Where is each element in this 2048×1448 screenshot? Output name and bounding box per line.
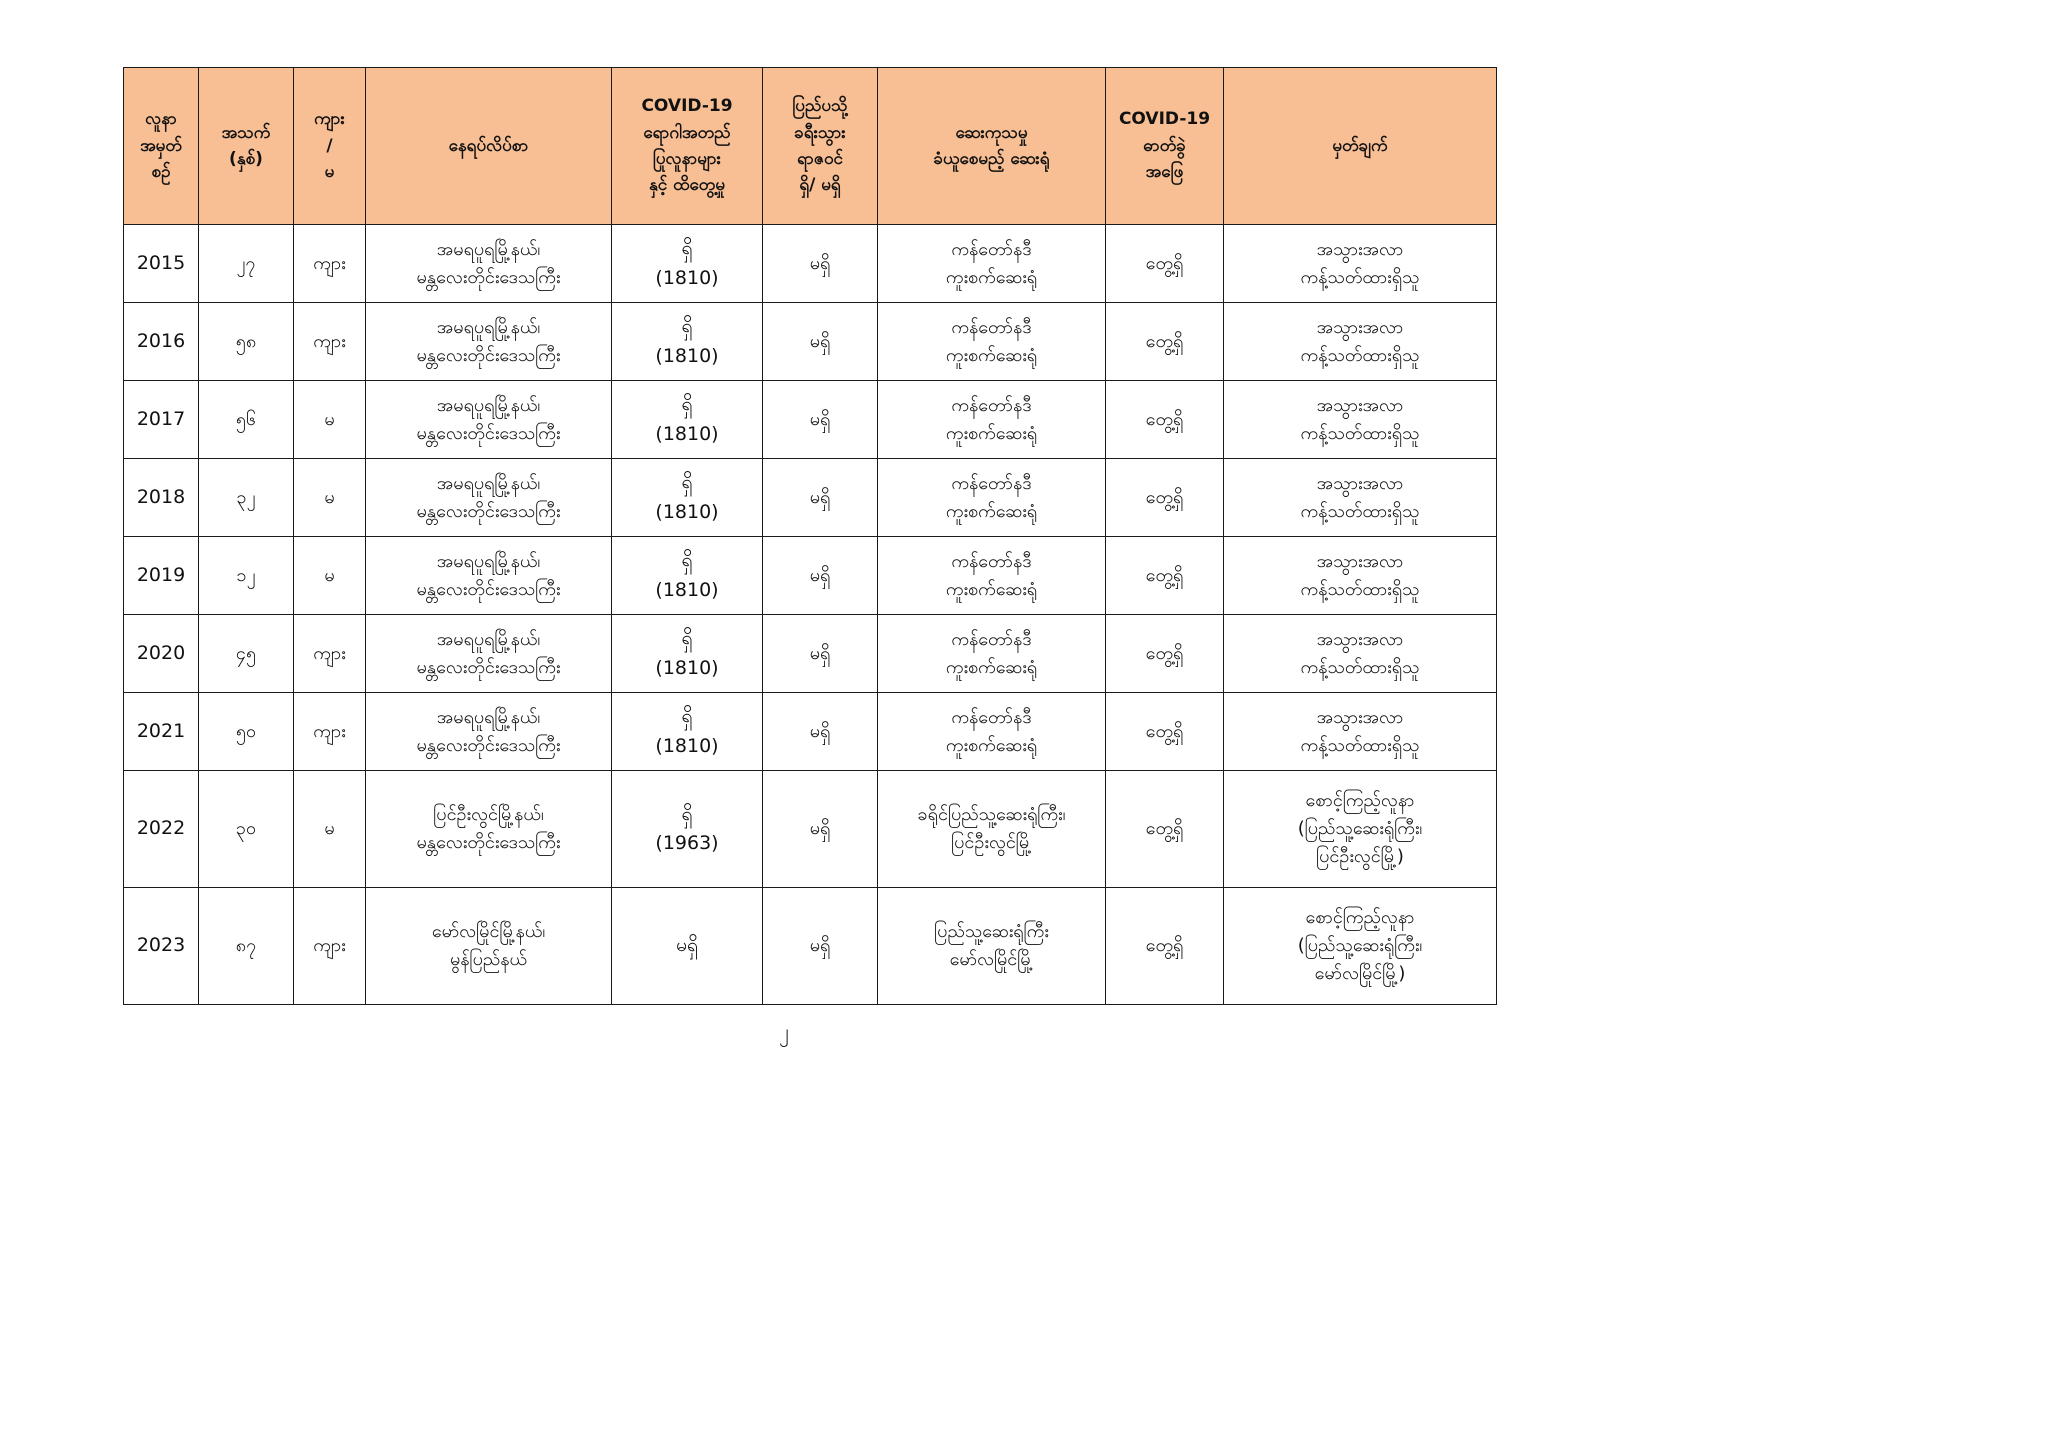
cell-contact: ရှိ (1810): [612, 693, 763, 771]
cell-lab-result: တွေ့ရှိ: [1106, 615, 1224, 693]
cell-lab-result: တွေ့ရှိ: [1106, 693, 1224, 771]
cell-sex: မ: [294, 459, 366, 537]
cell-lab-result: တွေ့ရှိ: [1106, 459, 1224, 537]
cell-sex: ကျား: [294, 615, 366, 693]
cell-lab-result: တွေ့ရှိ: [1106, 303, 1224, 381]
cell-hospital: ကန်တော်နဒီ ကူးစက်ဆေးရုံ: [878, 537, 1106, 615]
table-body: [124, 225, 1497, 1005]
cell-sex: ကျား: [294, 888, 366, 1005]
col-header-contact: COVID-19 ရောဂါအတည် ပြုလူနာများ နှင့် ထိတွေ့မှု: [612, 68, 763, 225]
table-row: [124, 537, 1497, 615]
cell-address: အမရပူရမြို့နယ်၊ မန္တလေးတိုင်းဒေသကြီး: [366, 303, 612, 381]
cell-travel-history: မရှိ: [763, 615, 878, 693]
cell-travel-history: မရှိ: [763, 459, 878, 537]
cell-age: ၅၀: [199, 693, 294, 771]
cell-lab-result: တွေ့ရှိ: [1106, 888, 1224, 1005]
cell-address: မော်လမြိုင်မြို့နယ်၊ မွန်ပြည်နယ်: [366, 888, 612, 1005]
cell-contact: ရှိ (1963): [612, 771, 763, 888]
cell-hospital: ပြည်သူ့ဆေးရုံကြီး မော်လမြိုင်မြို့: [878, 888, 1106, 1005]
table-row: [124, 693, 1497, 771]
cell-contact: ရှိ (1810): [612, 303, 763, 381]
cell-hospital: ခရိုင်ပြည်သူ့ဆေးရုံကြီး၊ ပြင်ဦးလွင်မြို့: [878, 771, 1106, 888]
col-header-travel-history: ပြည်ပသို့ ခရီးသွား ရာဇဝင် ရှိ/ မရှိ: [763, 68, 878, 225]
table-row: [124, 381, 1497, 459]
cell-remark: အသွားအလာ ကန့်သတ်ထားရှိသူ: [1224, 693, 1497, 771]
table-row: [124, 771, 1497, 888]
cell-travel-history: မရှိ: [763, 225, 878, 303]
cell-travel-history: မရှိ: [763, 771, 878, 888]
col-header-sex: ကျား / မ: [294, 68, 366, 225]
cell-age: ၄၅: [199, 615, 294, 693]
cell-travel-history: မရှိ: [763, 693, 878, 771]
cell-travel-history: မရှိ: [763, 381, 878, 459]
cell-patient-no: 2023: [124, 888, 199, 1005]
cell-remark: အသွားအလာ ကန့်သတ်ထားရှိသူ: [1224, 537, 1497, 615]
col-header-lab-result: COVID-19 ဓာတ်ခွဲ အဖြေ: [1106, 68, 1224, 225]
cell-patient-no: 2021: [124, 693, 199, 771]
cell-contact: ရှိ (1810): [612, 381, 763, 459]
cell-remark: စောင့်ကြည့်လူနာ (ပြည်သူ့ဆေးရုံကြီး၊ ပြင်ဦးလွင်မြို့): [1224, 771, 1497, 888]
cell-contact: ရှိ (1810): [612, 225, 763, 303]
cell-patient-no: 2016: [124, 303, 199, 381]
table-row: [124, 888, 1497, 1005]
page-number: ၂: [779, 1019, 789, 1043]
cell-patient-no: 2022: [124, 771, 199, 888]
cell-hospital: ကန်တော်နဒီ ကူးစက်ဆေးရုံ: [878, 459, 1106, 537]
cell-patient-no: 2020: [124, 615, 199, 693]
cell-age: ၁၂: [199, 537, 294, 615]
table-row: [124, 303, 1497, 381]
cell-address: အမရပူရမြို့နယ်၊ မန္တလေးတိုင်းဒေသကြီး: [366, 459, 612, 537]
table-header: [124, 68, 1497, 225]
cell-remark: အသွားအလာ ကန့်သတ်ထားရှိသူ: [1224, 303, 1497, 381]
cell-remark: အသွားအလာ ကန့်သတ်ထားရှိသူ: [1224, 381, 1497, 459]
cell-age: ၃၂: [199, 459, 294, 537]
cell-address: အမရပူရမြို့နယ်၊ မန္တလေးတိုင်းဒေသကြီး: [366, 693, 612, 771]
cell-patient-no: 2018: [124, 459, 199, 537]
cell-hospital: ကန်တော်နဒီ ကူးစက်ဆေးရုံ: [878, 303, 1106, 381]
table-row: [124, 225, 1497, 303]
col-header-hospital: ဆေးကုသမှု ခံယူစေမည့် ဆေးရုံ: [878, 68, 1106, 225]
cell-patient-no: 2015: [124, 225, 199, 303]
cell-patient-no: 2017: [124, 381, 199, 459]
col-header-remark: မှတ်ချက်: [1224, 68, 1497, 225]
cell-contact: ရှိ (1810): [612, 537, 763, 615]
cell-hospital: ကန်တော်နဒီ ကူးစက်ဆေးရုံ: [878, 693, 1106, 771]
cell-sex: ကျား: [294, 225, 366, 303]
cell-lab-result: တွေ့ရှိ: [1106, 771, 1224, 888]
cell-remark: စောင့်ကြည့်လူနာ (ပြည်သူ့ဆေးရုံကြီး၊ မော်လမြိုင်မြို့): [1224, 888, 1497, 1005]
cell-sex: မ: [294, 771, 366, 888]
cell-hospital: ကန်တော်နဒီ ကူးစက်ဆေးရုံ: [878, 381, 1106, 459]
cell-contact: ရှိ (1810): [612, 615, 763, 693]
cell-age: ၃၀: [199, 771, 294, 888]
cell-travel-history: မရှိ: [763, 303, 878, 381]
cell-sex: ကျား: [294, 693, 366, 771]
cell-age: ၅၈: [199, 303, 294, 381]
table-row: [124, 459, 1497, 537]
col-header-address: နေရပ်လိပ်စာ: [366, 68, 612, 225]
cell-address: အမရပူရမြို့နယ်၊ မန္တလေးတိုင်းဒေသကြီး: [366, 225, 612, 303]
patient-case-table: [123, 67, 1497, 1005]
cell-remark: အသွားအလာ ကန့်သတ်ထားရှိသူ: [1224, 225, 1497, 303]
cell-sex: ကျား: [294, 303, 366, 381]
cell-age: ၅၆: [199, 381, 294, 459]
cell-lab-result: တွေ့ရှိ: [1106, 537, 1224, 615]
cell-remark: အသွားအလာ ကန့်သတ်ထားရှိသူ: [1224, 459, 1497, 537]
cell-remark: အသွားအလာ ကန့်သတ်ထားရှိသူ: [1224, 615, 1497, 693]
cell-address: အမရပူရမြို့နယ်၊ မန္တလေးတိုင်းဒေသကြီး: [366, 381, 612, 459]
cell-lab-result: တွေ့ရှိ: [1106, 381, 1224, 459]
cell-age: ၈၇: [199, 888, 294, 1005]
cell-sex: မ: [294, 381, 366, 459]
cell-contact: ရှိ (1810): [612, 459, 763, 537]
cell-address: အမရပူရမြို့နယ်၊ မန္တလေးတိုင်းဒေသကြီး: [366, 537, 612, 615]
cell-address: အမရပူရမြို့နယ်၊ မန္တလေးတိုင်းဒေသကြီး: [366, 615, 612, 693]
cell-age: ၂၇: [199, 225, 294, 303]
cell-patient-no: 2019: [124, 537, 199, 615]
table-row: [124, 615, 1497, 693]
cell-sex: မ: [294, 537, 366, 615]
cell-hospital: ကန်တော်နဒီ ကူးစက်ဆေးရုံ: [878, 615, 1106, 693]
col-header-age: အသက် (နှစ်): [199, 68, 294, 225]
cell-lab-result: တွေ့ရှိ: [1106, 225, 1224, 303]
cell-travel-history: မရှိ: [763, 888, 878, 1005]
cell-hospital: ကန်တော်နဒီ ကူးစက်ဆေးရုံ: [878, 225, 1106, 303]
cell-travel-history: မရှိ: [763, 537, 878, 615]
col-header-patient-no: လူနာ အမှတ် စဉ်: [124, 68, 199, 225]
cell-address: ပြင်ဦးလွင်မြို့နယ်၊ မန္တလေးတိုင်းဒေသကြီး: [366, 771, 612, 888]
cell-contact: မရှိ: [612, 888, 763, 1005]
